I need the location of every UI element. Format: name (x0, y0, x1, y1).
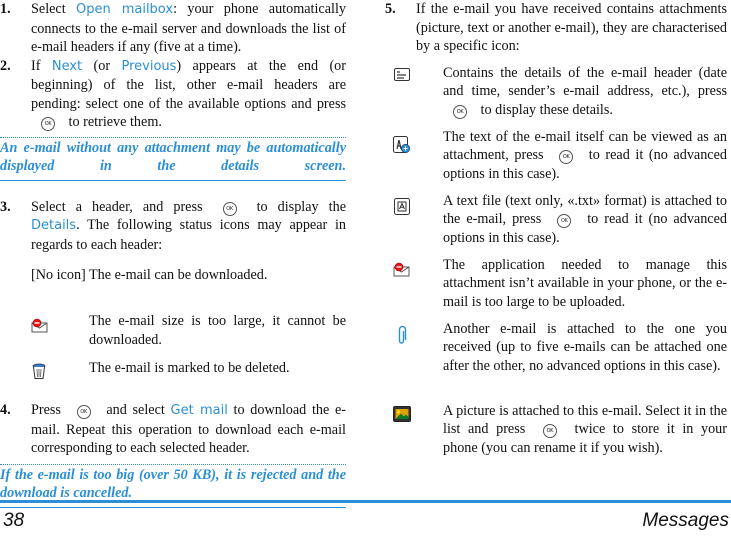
note-too-big: If the e-mail is too big (over 50 KB), it is rejected and the download is cancelled. (0, 464, 346, 508)
trash-can-icon (31, 363, 47, 380)
page-footer (0, 500, 731, 537)
page-number: 38 (3, 510, 25, 531)
email-text-attachment-icon (393, 136, 411, 154)
attachment-icon-table (385, 64, 727, 462)
attachment-row-header: Contains the details of the e-mail header (date and time, sender’s e-mail address, etc.), press OK to display these details. (385, 64, 727, 128)
step-2: 2. If Next (or Previous) appears at the end (or beginning) of the list, other e-mail headers are pending: select one of the available options and press OK to retrieve them. (0, 57, 347, 130)
section-title: Messages (642, 510, 729, 531)
email-header-icon (394, 68, 410, 82)
note-no-attachment: An e-mail without any attachment may be automatically displayed in the details screen. (0, 137, 346, 181)
ok-key-icon: OK (453, 105, 467, 119)
status-row-deleted (31, 359, 346, 391)
envelope-no-icon (31, 318, 49, 334)
attachment-row-unsupported: The application needed to manage this attachment isn’t available in your phone, or the e-mail is too large to be uploaded. (385, 256, 727, 320)
attachment-row-picture: A picture is attached to this e-mail. Select it in the list and press OK twice to store it in your phone (you can rename it if you wish). (385, 402, 727, 462)
status-row-too-large (31, 312, 346, 359)
step-number: 2. (0, 57, 11, 74)
step-5: 5. If the e-mail you have received contains attachments (picture, text or another e-mail), they are characterised by a specific icon: (385, 1, 727, 54)
status-text: The e-mail is marked to be deleted. (89, 360, 290, 376)
attachment-row-text-body: The text of the e-mail itself can be viewed as an attachment, press OK to read it (no advanced options in this case). (385, 128, 727, 192)
ok-key-icon: OK (543, 424, 557, 438)
ok-key-icon: OK (41, 117, 55, 131)
step-number: 4. (0, 402, 11, 418)
status-text: The e-mail size is too large, it cannot be downloaded. (89, 313, 346, 348)
text-file-icon (394, 198, 410, 215)
status-icon-table (31, 266, 346, 391)
step-number: 3. (0, 198, 11, 215)
step-number: 1. (0, 1, 11, 17)
right-column (385, 0, 727, 462)
ok-key-icon: OK (557, 214, 571, 228)
step-1: 1. Select Open mailbox: your phone automatically connects to the e-mail server and downloads the list of e-mail headers if any (five at a time). (0, 1, 346, 55)
no-icon-label: [No icon] (31, 267, 86, 283)
picture-attachment-icon (393, 406, 411, 422)
menu-keyword-open-mailbox: Open mailbox (76, 2, 174, 17)
ok-key-icon: OK (223, 202, 237, 216)
menu-keyword-details: Details (31, 218, 77, 233)
paperclip-icon (397, 326, 407, 346)
menu-keyword-next: Next (51, 58, 83, 74)
menu-keyword-get-mail: Get mail (170, 403, 228, 418)
attachment-row-text-file: A text file (text only, «.txt» format) is attached to the e-mail, press OK to read it (no advanced options in this case). (385, 192, 727, 256)
status-row-no-icon (31, 266, 346, 312)
step-3: 3. Select a header, and press OK to display the Details. The following status icons may appear in regards to each header: (0, 198, 346, 253)
ok-key-icon: OK (559, 150, 573, 164)
ok-key-icon: OK (77, 405, 91, 419)
step-4: 4. Press OK and select Get mail to download the e-mail. Repeat this operation to download each e-mail corresponding to each selected header. (0, 402, 347, 456)
attachment-row-email: Another e-mail is attached to the one you received (up to five e-mails can be attached one after the other, no advanced options in this case). (385, 320, 727, 402)
unsupported-attachment-icon (393, 262, 411, 278)
status-text: The e-mail can be downloaded. (89, 267, 268, 283)
left-column (0, 0, 346, 508)
step-number: 5. (385, 1, 396, 17)
menu-keyword-previous: Previous (121, 58, 177, 74)
